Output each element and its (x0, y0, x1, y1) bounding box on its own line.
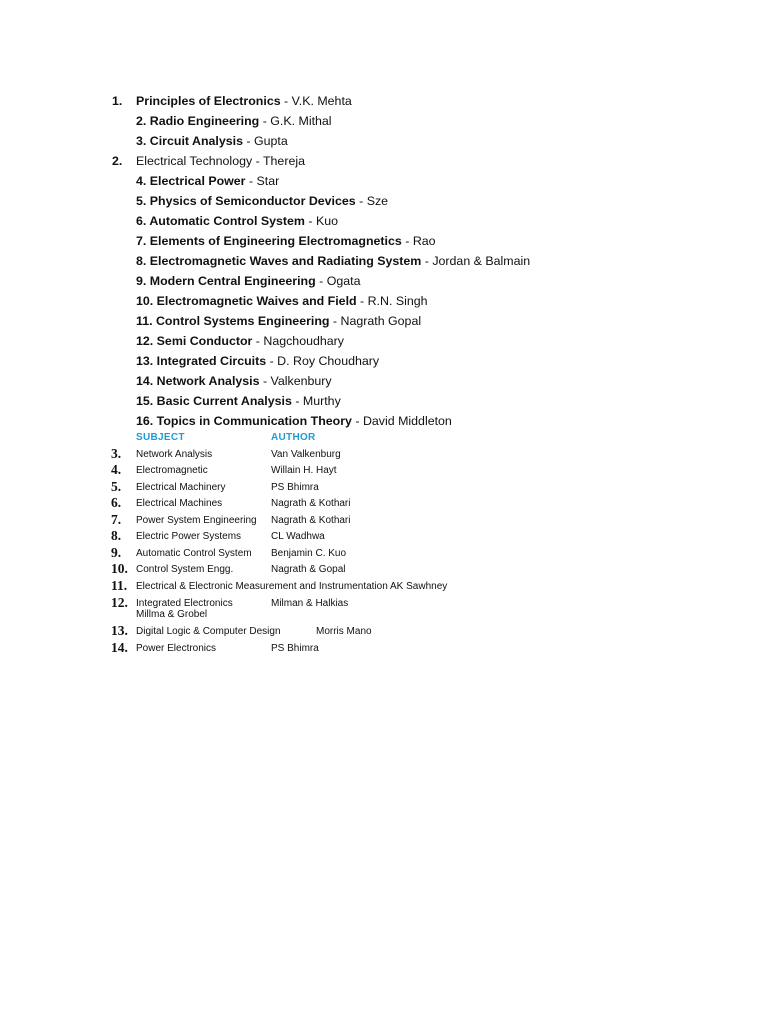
book-title: 12. Semi Conductor (136, 334, 253, 348)
author-header: AUTHOR (271, 432, 316, 443)
book-author: Nagchoudhary (263, 334, 344, 348)
row-author: Willain H. Hayt (271, 465, 337, 476)
book-title: 5. Physics of Semiconductor Devices (136, 194, 356, 208)
row-number: 8. (111, 528, 122, 543)
book-title: Electrical Technology (136, 154, 253, 168)
row-author: Benjamin C. Kuo (271, 548, 347, 559)
row-author: PS Bhimra (271, 643, 319, 654)
row-number: 11. (111, 578, 128, 593)
row-author: Nagrath & Kothari (271, 515, 351, 526)
book-title: 6. Automatic Control System (136, 214, 305, 228)
row-author: Nagrath & Kothari (271, 498, 351, 509)
row-number: 7. (111, 512, 122, 527)
book-title: 11. Control Systems Engineering (136, 314, 330, 328)
book-author: G.K. Mithal (270, 114, 332, 128)
row-number: 3. (111, 446, 122, 461)
row-number: 13. (111, 623, 128, 638)
book-title: 3. Circuit Analysis (136, 134, 243, 148)
row-subject: Electric Power Systems (136, 531, 242, 542)
row-subject: Power System Engineering (136, 515, 257, 526)
book-author: R.N. Singh (367, 294, 428, 308)
row-author: Nagrath & Gopal (271, 564, 346, 575)
book-author: David Middleton (362, 414, 452, 428)
book-author: V.K. Mehta (291, 94, 352, 108)
book-author: Star (256, 174, 280, 188)
row-subject: Digital Logic & Computer Design (136, 626, 281, 637)
book-author: D. Roy Choudhary (277, 354, 380, 368)
book-author: Sze (366, 194, 389, 208)
row-number: 5. (111, 479, 122, 494)
book-title: 14. Network Analysis (136, 374, 260, 388)
row-author: Van Valkenburg (271, 449, 341, 460)
row-subject: Electromagnetic (136, 465, 208, 476)
book-author: Nagrath Gopal (340, 314, 422, 328)
row-subject: Power Electronics (136, 643, 217, 654)
book-author: Jordan & Balmain (432, 254, 531, 268)
book-author: Gupta (253, 134, 288, 148)
row-author: CL Wadhwa (271, 531, 325, 542)
row-author: PS Bhimra (271, 482, 319, 493)
book-title: 8. Electromagnetic Waves and Radiating System (136, 254, 422, 268)
row-number: 9. (111, 545, 122, 560)
book-title: 13. Integrated Circuits (136, 354, 267, 368)
document-page: 1. Principles of Electronics - V.K. Mehta 2. Radio Engineering - G.K. Mithal 3. Circuit Analysis - Gupta 2. Electrical Technology - Thereja 4. Electrical Power - Star 5. Physics of Semiconductor Devices - Sze 6. Automatic Control System - Kuo 7. Elements of Engineering Electromagnetics - Rao 8. Electromagnetic Waves and Radiating System - Jordan & Balmain 9. Modern Central Engineering - Ogata 10. Electromagnetic Waives and Field - R.N. Singh 11. Control Systems Engineering - Nagrath Gopal 12. Semi Conductor - Nagchoudhary 13. Integrated Circuits - D. Roy Choudhary 14. Network Analysis - Valkenbury 15. Basic Current Analysis - Murthy 16. Topics in Communication Theory - David Middleton SUBJECT AUTHOR 3. Network Analysis Van Valkenburg 4. Electromagnetic Willain H. Hayt 5. Electrical Machinery PS Bhimra 6. Electrical Machines Nagrath & Kothari 7. Power System Engineering Nagrath & Kothari 8. Electric Power Systems CL Wadhwa 9. Automatic Control System Benjamin C. Kuo 10. Control System Engg. Nagrath & Gopal 11. Electrical & Electronic Measurement and Instrumentation AK Sawhney 12. Integrated Electronics Milman & Halkias Millma & Grobel 13. Digital Logic & Computer Design Morris Mano 14. Power Electronics PS Bhimra (0, 0, 768, 1024)
book-author: Valkenbury (270, 374, 332, 388)
book-title: 4. Electrical Power (136, 174, 246, 188)
row-subject: Electrical & Electronic Measurement and Instrumentation AK Sawhney (136, 581, 448, 592)
book-title: 10. Electromagnetic Waives and Field (136, 294, 357, 308)
book-title: Principles of Electronics (136, 94, 281, 108)
row-number: 12. (111, 595, 128, 610)
subject-header: SUBJECT (136, 432, 185, 443)
book-title: 9. Modern Central Engineering (136, 274, 316, 288)
book-title: 7. Elements of Engineering Electromagnetics (136, 234, 402, 248)
book-title: 16. Topics in Communication Theory (136, 414, 352, 428)
row-number: 10. (111, 561, 128, 576)
row-number: 6. (111, 495, 122, 510)
row-subject: Control System Engg. (136, 564, 234, 575)
row-number: 14. (111, 640, 128, 655)
list-number: 1. (112, 94, 123, 108)
book-author: Thereja (262, 154, 305, 168)
row-subject: Electrical Machines (136, 498, 223, 509)
book-author: Kuo (315, 214, 338, 228)
book-author: Rao (412, 234, 436, 248)
row-subject: Automatic Control System (136, 548, 252, 559)
book-title: 15. Basic Current Analysis (136, 394, 292, 408)
book-title: 2. Radio Engineering (136, 114, 260, 128)
book-author: Murthy (302, 394, 341, 408)
row-subject: Integrated Electronics (136, 598, 233, 609)
list-number: 2. (112, 154, 123, 168)
row-subject: Electrical Machinery (136, 482, 226, 493)
row-author: Milman & Halkias (271, 598, 349, 609)
book-author: Ogata (326, 274, 361, 288)
row-subject-line2: Millma & Grobel (136, 609, 208, 620)
row-author: Morris Mano (316, 626, 372, 637)
row-number: 4. (111, 462, 122, 477)
row-subject: Network Analysis (136, 449, 213, 460)
